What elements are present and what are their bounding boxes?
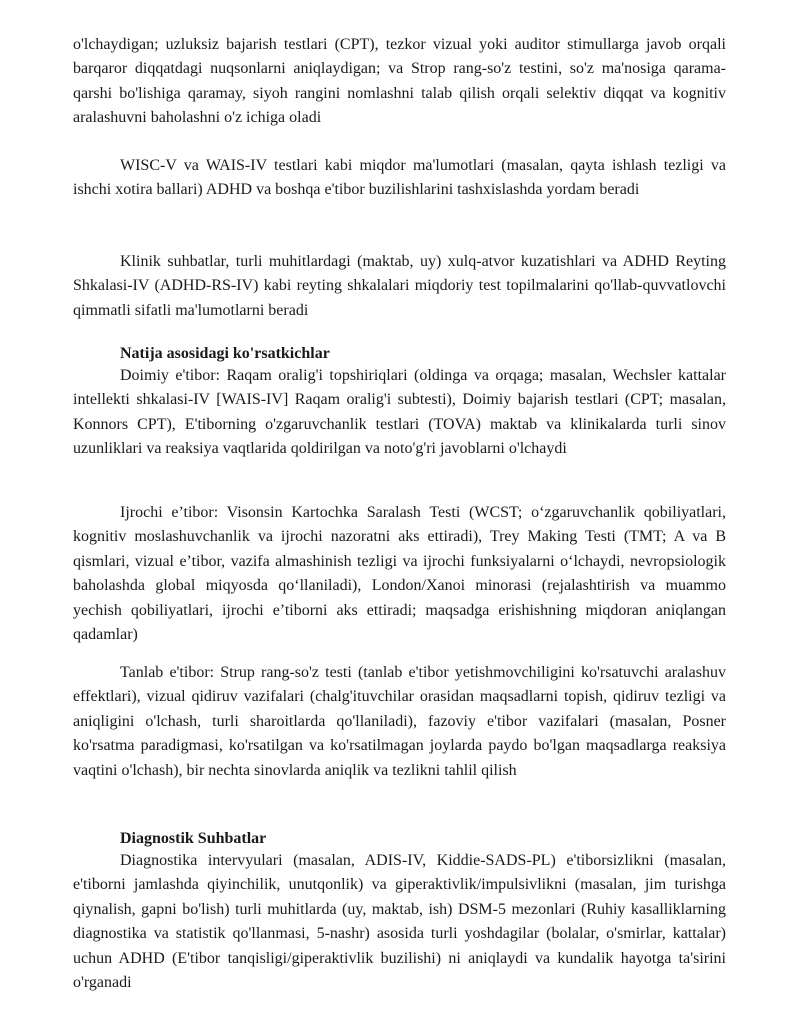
paragraph-wisc-wais: WISC-V va WAIS-IV testlari kabi miqdor ma'lumotlari (masalan, qayta ishlash tezligi va ishchi xotira ballari) ADHD va boshqa e'tibor buzilishlarini tashxislashda yordam beradi: [73, 157, 726, 199]
paragraph-continuation: o'lchaydigan; uzluksiz bajarish testlari (CPT), tezkor vizual yoki auditor stimullarga javob orqali barqaror diqqatdagi nuqsonlarni aniqlaydigan; va Strop rang-so'z testini, so'z ma'nosiga qarama-qarshi bo'lishiga qaramay, siyoh rangini nomlashni talab qilish orqali selektiv diqqat va kognitiv aralashuvni baholashni o'z ichiga oladi: [73, 36, 726, 127]
paragraph-executive-attention: Ijrochi e’tibor: Visonsin Kartochka Saralash Testi (WCST; o‘zgaruvchanlik qobiliyatlari, kognitiv moslashuvchanlik va ijrochi nazoratni aks ettiradi), Trey Making Testi (TMT; A va B qismlari, vizual e’tibor, vazifa almashinish tezligi va ijrochi funksiyalarni o‘lchaydi, nevropsiologik baholashda global miqyosda qo‘llaniladi), London/Xanoi minorasi (rejalashtirish va muammo yechish qobiliyatlari, ijrochi e’tiborni aks ettiradi; maqsadga erishishning miqdoran aniqlangan qadamlar): [73, 504, 726, 644]
paragraph-selective-attention: Tanlab e'tibor: Strup rang-so'z testi (tanlab e'tibor yetishmovchiligini ko'rsatuvchi aralashuv effektlari), vizual qidiruv vazifalari (chalg'ituvchilar orasidan maqsadlarni topish, qidiruv tezligi va aniqligini o'lchash, turli sharoitlarda qo'llaniladi), fazoviy e'tibor vazifalari (masalan, Posner ko'rsatma paradigmasi, ko'rsatilgan va ko'rsatilmagan joylarda paydo bo'lgan maqsadlarga reaksiya vaqtini o'lchash), bir nechta sinovlarda aniqlik va tezlikni tahlil qilish: [73, 664, 726, 779]
paragraph-diagnostic-interviews: Diagnostika intervyulari (masalan, ADIS-IV, Kiddie-SADS-PL) e'tiborsizlikni (masalan, e'tiborni jamlashda qiyinchilik, unutqonlik) va giperaktivlik/impulsivlikni (masalan, jim turishga qiynalish, gapni bo'lish) turli muhitlarda (uy, maktab, ish) DSM-5 mezonlari (Ruhiy kasalliklarning diagnostika va statistik qo'llanmasi, 5-nashr) asosida turli yoshdagilar (bolalar, o'smirlar, kattalar) uchun ADHD (E'tibor tanqisligi/giperaktivlik buzilishi) ni aniqlaydi va kundalik hayotga ta'sirini o'rganadi: [73, 852, 726, 992]
paragraph-sustained-attention: Doimiy e'tibor: Raqam oralig'i topshiriqlari (oldinga va orqaga; masalan, Wechsler kattalar intellekti shkalasi-IV [WAIS-IV] Raqam oralig'i subtesti), Doimiy bajarish testlari (CPT; masalan, Konnors CPT), E'tiborning o'zgaruvchanlik testlari (TOVA) maktab va klinikalarda turli sinov uzunliklari va reaksiya vaqtlarida qoldirilgan va noto'g'ri javoblarni o'lchaydi: [73, 367, 726, 458]
heading-diagnostic-interviews: Diagnostik Suhbatlar: [120, 830, 267, 847]
heading-outcome-indicators: Natija asosidagi ko'rsatkichlar: [120, 345, 330, 362]
paragraph-clinical-interviews: Klinik suhbatlar, turli muhitlardagi (maktab, uy) xulq-atvor kuzatishlari va ADHD Reyting Shkalasi-IV (ADHD-RS-IV) kabi reyting shkalalari miqdoriy test topilmalarini qo'llab-quvvatlovchi qimmatli sifatli ma'lumotlarni beradi: [73, 253, 726, 319]
